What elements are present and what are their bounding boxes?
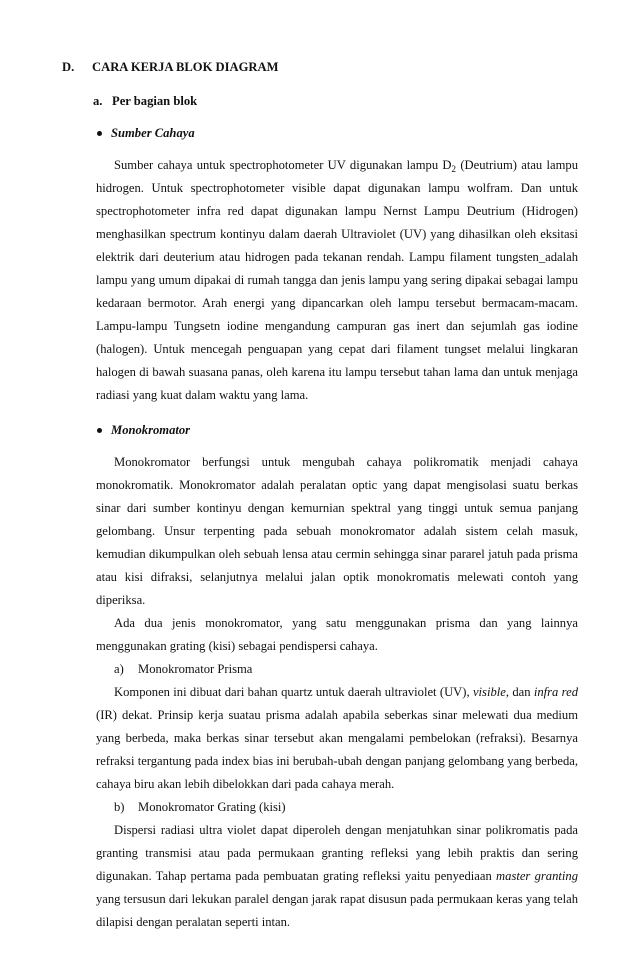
bullet-icon <box>97 131 102 136</box>
paragraph-line: (halogen). Untuk mencegah penguapan yang cepat dari filament tungset melalui lingkaran <box>96 342 578 356</box>
paragraph-line: spectrophotometer infra red dapat digunakan lampu Nernst Lampu Deutrium (Hidrogen) <box>96 204 578 218</box>
paragraph-line: atau kisi difraksi, selanjutnya melalui jalan optik monokromatis melewati contoh yang <box>96 570 578 584</box>
list-item-monokromator-prisma: Monokromator Prisma <box>138 662 253 676</box>
list-label-b: b) <box>114 800 125 814</box>
section-title: CARA KERJA BLOK DIAGRAM <box>92 60 279 74</box>
subsection-letter: a. <box>93 94 103 108</box>
paragraph-line: Monokromator berfungsi untuk mengubah cahaya polikromatik menjadi cahaya <box>114 455 578 469</box>
paragraph-line: menghasilkan spectrum kontinyu dalam daerah Ultraviolet (UV) yang dihasilkan oleh eksitasi <box>96 227 578 241</box>
paragraph-line: lampu yang umum dipakai di rumah tangga dan jenis lampu yang sering dipakai sebagai lampu <box>96 273 578 287</box>
paragraph-line: refraksi tergantung pada index bias ini berubah-ubah dengan panjang gelombang yang berbeda, <box>96 754 578 768</box>
bullet-title-sumber-cahaya: Sumber Cahaya <box>111 126 195 140</box>
paragraph-line: diperiksa. <box>96 593 146 607</box>
paragraph-line: monokromatik. Monokromator adalah peralatan optic yang dapat mengisolasi suatu berkas <box>96 478 578 492</box>
paragraph-line: (IR) dekat. Prinsip kerja suatau prisma adalah apabila seberkas sinar melewati dua medium <box>96 708 578 722</box>
list-label-a: a) <box>114 662 124 676</box>
section-letter: D. <box>62 60 75 74</box>
paragraph-line: elektrik dari deuterium atau hidrogen pada tekanan rendah. Lampu filament tungsten_adalah <box>96 250 578 264</box>
paragraph-line: Sumber cahaya untuk spectrophotometer UV digunakan lampu $D_2$ (Deutrium) atau lampu <box>114 158 578 174</box>
paragraph-line: yang tersusun dari lekukan paralel dengan jarak rapat disusun pada permukaan keras yang telah <box>96 892 578 906</box>
paragraph-line: sinar dari sumber kontinyu dengan kemurnian spektral yang tinggi untuk semua panjang <box>96 501 578 515</box>
paragraph-line: yang berbeda, maka berkas sinar tersebut akan mengalami pembelokan (refraksi). Besarnya <box>96 731 578 745</box>
paragraph-line: hidrogen. Untuk spectrophotometer visible dapat digunakan lampu wolfram. Dan untuk <box>96 181 578 195</box>
paragraph-line: cahaya biru akan lebih dibelokkan dari pada cahaya merah. <box>96 777 395 791</box>
list-item-monokromator-grating: Monokromator Grating (kisi) <box>138 800 286 814</box>
paragraph-line: menggunakan grating (kisi) sebagai pendispersi cahaya. <box>96 639 378 653</box>
paragraph-line: halogen di bawah suasana panas, oleh karena itu lampu tersebut tahan lama dan untuk menjaga <box>96 365 578 379</box>
paragraph-line: dilapisi dengan peralatan seperti intan. <box>96 915 291 929</box>
paragraph-line: kemudian dikumpulkan oleh sebuah lensa atau cermin sehingga sinar pararel jatuh pada prisma <box>96 547 578 561</box>
paragraph-line: gelombang. Unsur terpenting pada sebuah monokromator adalah sistem celah masuk, <box>96 524 578 538</box>
paragraph-line: kedaraan bermotor. Arah energi yang dipancarkan oleh lampu tersebut bermacam-macam. <box>96 296 578 310</box>
paragraph-line: radiasi yang kuat dalam waktu yang lama. <box>96 388 309 402</box>
paragraph-line: Dispersi radiasi ultra violet dapat diperoleh dengan menjatuhkan sinar polikromatis pada <box>114 823 578 837</box>
paragraph-line: granting transmisi atau pada permukaan granting refleksi yang lebih praktis dan sering <box>96 846 578 860</box>
paragraph-line: Komponen ini dibuat dari bahan quartz untuk daerah ultraviolet (UV), visible, dan infra red <box>114 685 578 699</box>
subsection-title: Per bagian blok <box>112 94 198 108</box>
paragraph-line: Ada dua jenis monokromator, yang satu menggunakan prisma dan yang lainnya <box>114 616 578 630</box>
paragraph-line: Lampu-lampu Tungsetn iodine mengandung campuran gas inert dan sejumlah gas iodine <box>96 319 578 333</box>
bullet-icon <box>97 428 102 433</box>
bullet-title-monokromator: Monokromator <box>111 423 191 437</box>
paragraph-line: digunakan. Tahap pertama pada pembuatan grating refleksi yaitu penyediaan master granting <box>96 869 578 883</box>
